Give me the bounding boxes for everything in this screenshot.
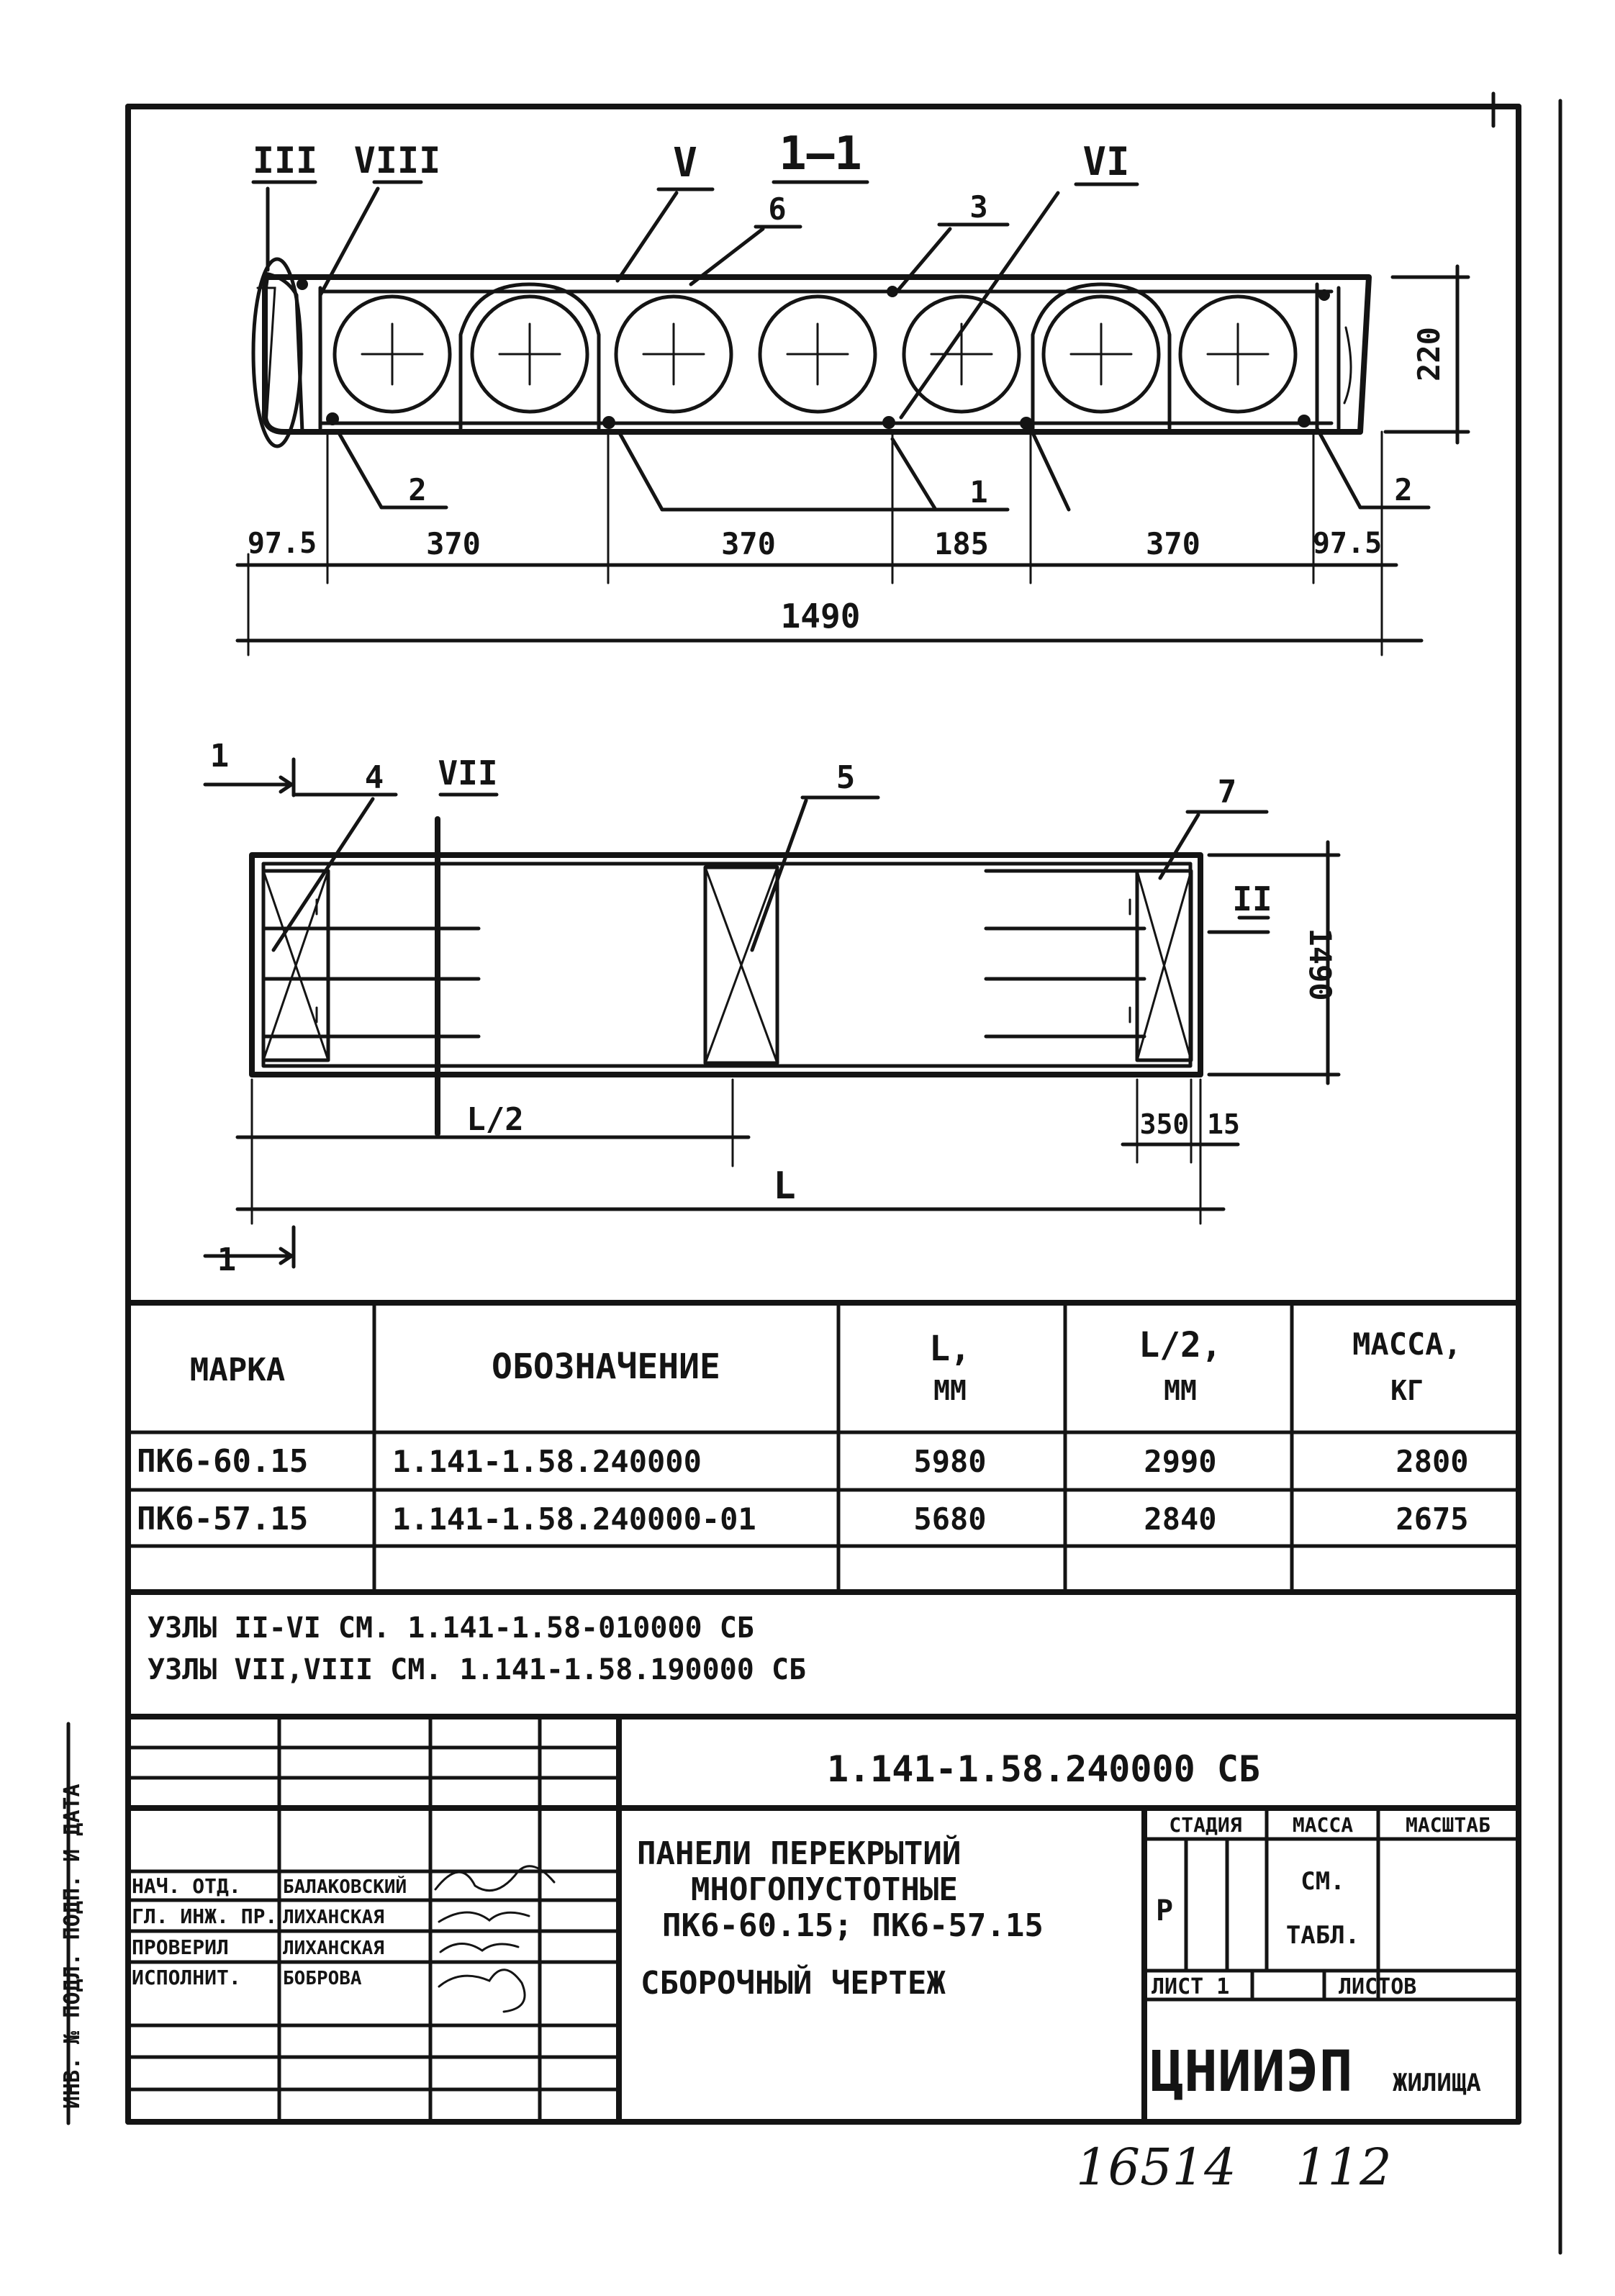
section-callouts	[408, 189, 1412, 510]
sheet-label: ЛИСТ 1	[1152, 1974, 1230, 1999]
staff-role-3: ПРОВЕРИЛ	[132, 1935, 229, 1959]
spec-table	[128, 1303, 1519, 1592]
node-ii-label: II	[1232, 880, 1272, 918]
header-l-unit: ММ	[933, 1375, 967, 1406]
section-1-1	[253, 259, 1369, 446]
dim-length: L	[773, 1165, 796, 1208]
header-l2-unit: ММ	[1164, 1375, 1197, 1406]
callout-6: 6	[768, 191, 787, 227]
callout-2-left: 2	[408, 472, 427, 507]
title-block-text	[637, 1748, 1490, 2105]
dim-1490-plan: 1490	[1303, 928, 1338, 1001]
staff-role-1: НАЧ. ОТД.	[132, 1874, 241, 1898]
scale-header: МАСШТАБ	[1405, 1813, 1491, 1837]
plan-leaders	[205, 759, 1268, 1267]
dim-220: 220	[1411, 327, 1447, 381]
signatures	[435, 1866, 554, 2012]
plan-dimension-values	[466, 928, 1338, 1208]
dim-350: 350	[1139, 1108, 1190, 1140]
header-l2: L/2,	[1139, 1325, 1222, 1365]
section-labels	[253, 127, 1130, 186]
side-stamp: ИНВ. № ПОДЛ. ПОДП. И ДАТА	[60, 1784, 85, 2109]
spec-table-header	[190, 1325, 1462, 1406]
org-sub: ЖИЛИЩА	[1393, 2069, 1481, 2097]
callout-5: 5	[836, 759, 856, 796]
mass-value-1: СМ.	[1300, 1867, 1345, 1896]
title-line-1: ПАНЕЛИ ПЕРЕКРЫТИЙ	[637, 1835, 962, 1872]
dim-half-length: L/2	[466, 1101, 524, 1138]
header-mass: МАССА,	[1352, 1326, 1462, 1362]
staff-role-4: ИСПОЛНИТ.	[132, 1966, 241, 1989]
dim-185: 185	[934, 526, 989, 561]
node-vi-label: VI	[1082, 139, 1130, 184]
table-row	[137, 1443, 1469, 1480]
notes	[128, 1612, 1519, 1717]
note-line-1: УЗЛЫ II-VI СМ. 1.141-1.58-010000 СБ	[148, 1612, 754, 1645]
document-code: 1.141-1.58.240000 СБ	[826, 1748, 1261, 1790]
callout-4: 4	[364, 759, 384, 796]
section-leaders	[253, 182, 1429, 510]
mass-value-2: ТАБЛ.	[1285, 1921, 1360, 1950]
cut-1-bottom-label: 1	[217, 1242, 237, 1278]
dim-97-5-right: 97.5	[1312, 527, 1383, 560]
table-row	[137, 1501, 1469, 1537]
handwritten-right: 112	[1295, 2138, 1392, 2197]
row1-designation: 1.141-1.58.240000	[392, 1444, 702, 1479]
mass-header: МАССА	[1292, 1813, 1354, 1837]
staff-role-2: ГЛ. ИНЖ. ПР.	[132, 1904, 278, 1928]
dim-370-b: 370	[721, 526, 776, 561]
row2-l: 5680	[913, 1501, 987, 1537]
row1-mark: ПК6-60.15	[137, 1443, 309, 1480]
handwritten-left: 16514	[1076, 2138, 1236, 2197]
dim-97-5-left: 97.5	[247, 527, 317, 560]
node-vii-label: VII	[438, 754, 498, 792]
header-designation: ОБОЗНАЧЕНИЕ	[492, 1347, 720, 1387]
org-main: ЦНИИЭП	[1150, 2040, 1353, 2105]
row1-l2: 2990	[1144, 1444, 1217, 1479]
section-title: 1–1	[779, 127, 862, 181]
row2-mark: ПК6-57.15	[137, 1501, 309, 1537]
title-line-3: ПК6-60.15; ПК6-57.15	[662, 1907, 1044, 1944]
staff-name-4: БОБРОВА	[283, 1968, 362, 1989]
callout-1: 1	[969, 474, 988, 510]
node-viii-label: VIII	[353, 140, 441, 181]
note-line-2: УЗЛЫ VII,VIII СМ. 1.141-1.58.190000 СБ	[148, 1653, 807, 1686]
row1-l: 5980	[913, 1444, 987, 1479]
dim-370-a: 370	[426, 526, 481, 561]
dim-370-c: 370	[1146, 526, 1200, 561]
sheets-label: ЛИСТОВ	[1339, 1974, 1417, 1999]
row2-designation: 1.141-1.58.240000-01	[392, 1501, 756, 1537]
node-iii-label: III	[252, 140, 318, 181]
staff-name-2: ЛИХАНСКАЯ	[283, 1907, 384, 1928]
callout-2-right: 2	[1394, 472, 1413, 507]
plan-labels	[210, 738, 1272, 1278]
header-mark: МАРКА	[189, 1352, 286, 1388]
title-line-2: МНОГОПУСТОТНЫЕ	[691, 1871, 958, 1908]
plan-view	[252, 819, 1200, 1134]
callout-3: 3	[969, 189, 988, 225]
row2-l2: 2840	[1144, 1501, 1217, 1537]
row1-mass: 2800	[1395, 1444, 1469, 1479]
dim-15: 15	[1207, 1108, 1240, 1140]
header-mass-unit: КГ	[1390, 1375, 1424, 1406]
stage-value: Р	[1155, 1894, 1174, 1927]
staff-name-3: ЛИХАНСКАЯ	[283, 1938, 384, 1959]
section-dimension-values	[248, 327, 1447, 636]
header-l: L,	[929, 1329, 971, 1369]
node-v-label: V	[673, 140, 697, 186]
dim-1490-section: 1490	[780, 597, 861, 636]
row2-mass: 2675	[1395, 1501, 1469, 1537]
staff-name-1: БАЛАКОВСКИЙ	[283, 1876, 407, 1898]
callout-7: 7	[1217, 774, 1237, 810]
stage-header: СТАДИЯ	[1169, 1813, 1242, 1837]
title-line-4: СБОРОЧНЫЙ ЧЕРТЕЖ	[641, 1965, 946, 2002]
hollow-cores	[335, 297, 1295, 412]
cut-1-top-label: 1	[209, 738, 230, 774]
